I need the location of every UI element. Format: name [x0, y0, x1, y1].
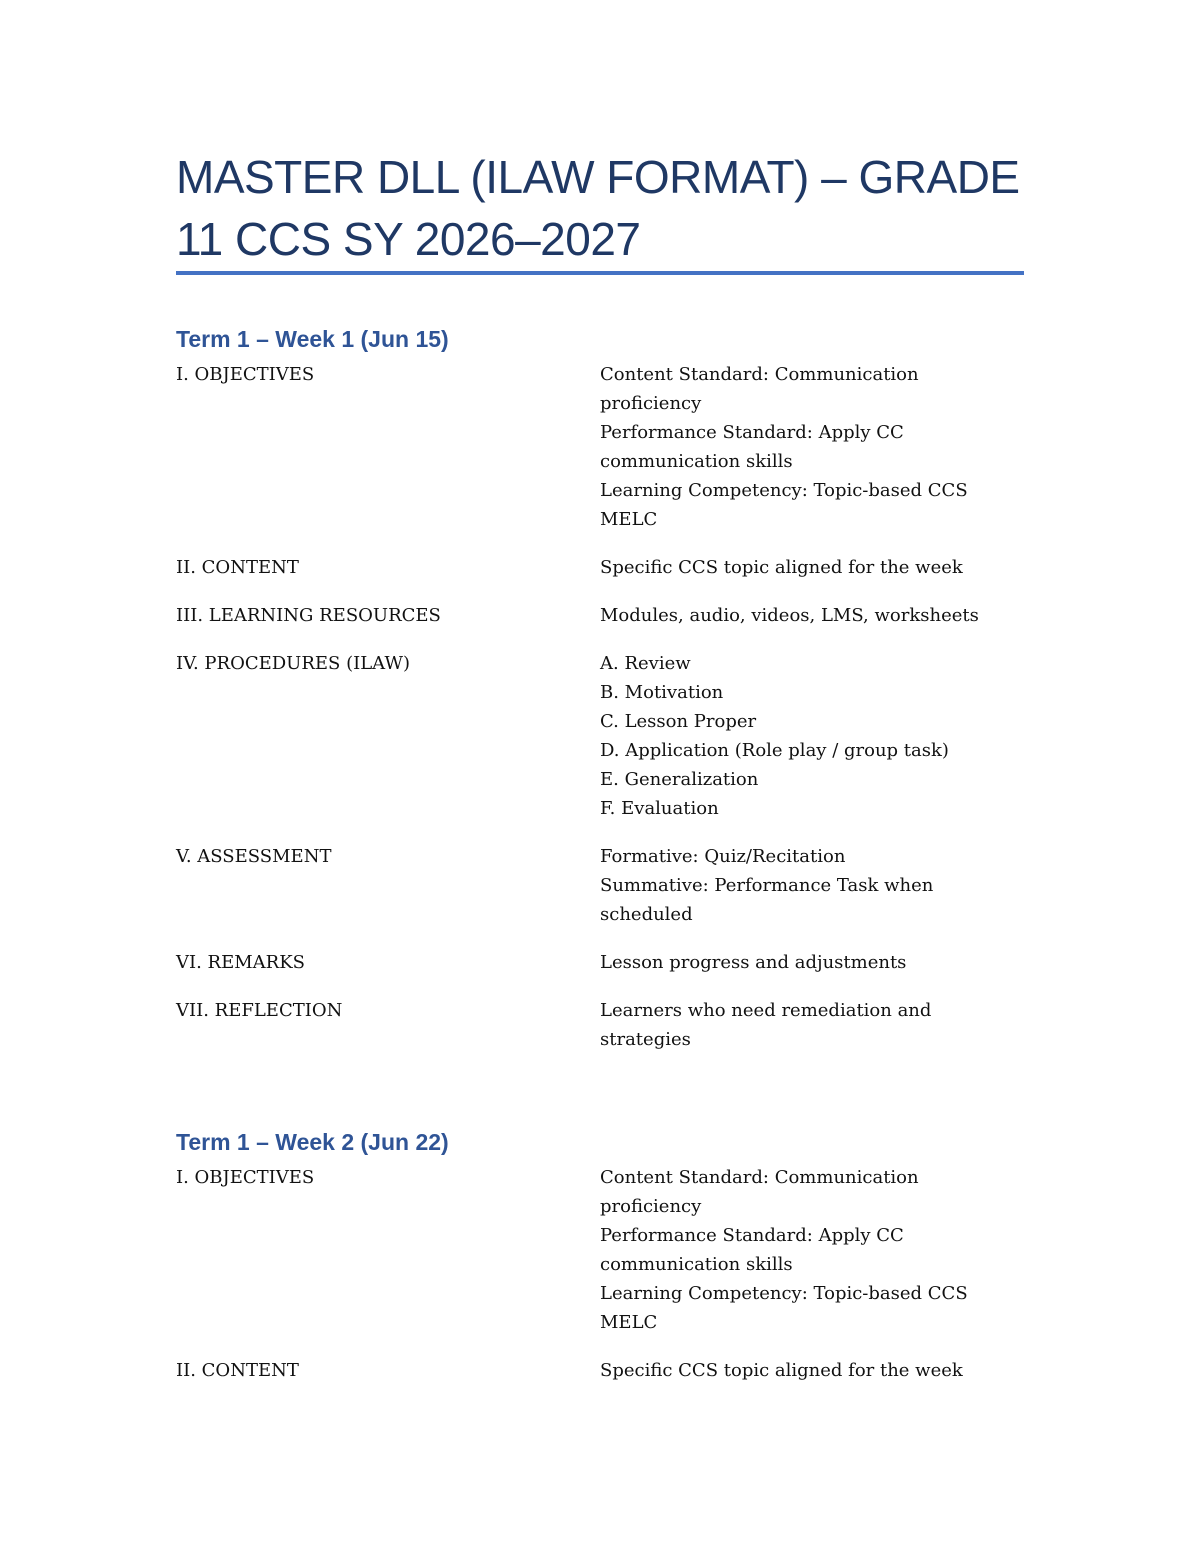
row-label: I. OBJECTIVES	[176, 364, 315, 385]
week-section-1	[176, 324, 1026, 1073]
value-line: D. Application (Role play / group task)	[600, 740, 949, 761]
value-line: Lesson progress and adjustments	[600, 952, 907, 973]
value-line: Formative: Quiz/Recitation	[600, 846, 846, 867]
content-row	[176, 553, 1026, 582]
row-label: I. OBJECTIVES	[176, 1167, 315, 1188]
value-line: Summative: Performance Task when scheduled	[600, 875, 934, 925]
value-line: B. Motivation	[600, 682, 724, 703]
learning-resources-row	[176, 601, 1026, 630]
value-line: A. Review	[600, 653, 691, 674]
value-line: F. Evaluation	[600, 798, 719, 819]
week-heading: Term 1 – Week 1 (Jun 15)	[176, 326, 449, 352]
value-line: Learning Competency: Topic-based CCS MELC	[600, 480, 968, 530]
row-value	[600, 948, 990, 977]
row-value	[600, 842, 990, 929]
row-value	[600, 601, 990, 630]
reflection-row	[176, 996, 1026, 1054]
row-label: III. LEARNING RESOURCES	[176, 605, 441, 626]
procedures-row	[176, 649, 1026, 823]
remarks-row	[176, 948, 1026, 977]
value-line: Specific CCS topic aligned for the week	[600, 557, 963, 578]
value-line: C. Lesson Proper	[600, 711, 757, 732]
row-label: VII. REFLECTION	[176, 1000, 343, 1021]
row-label: V. ASSESSMENT	[176, 846, 332, 867]
value-line: Specific CCS topic aligned for the week	[600, 1360, 963, 1381]
document-title: MASTER DLL (ILAW FORMAT) – GRADE 11 CCS SY 2026–2027	[176, 151, 1020, 265]
row-value	[600, 1356, 990, 1385]
value-line: Performance Standard: Apply CC communication skills	[600, 1225, 904, 1275]
row-value	[600, 553, 990, 582]
value-line: Content Standard: Communication proficiency	[600, 364, 919, 414]
value-line: Performance Standard: Apply CC communication skills	[600, 422, 904, 472]
week-section-2	[176, 1127, 1026, 1404]
value-line: Content Standard: Communication proficiency	[600, 1167, 919, 1217]
value-line: E. Generalization	[600, 769, 759, 790]
objectives-row	[176, 1163, 1026, 1337]
content-row	[176, 1356, 1026, 1385]
assessment-row	[176, 842, 1026, 929]
value-line: Learning Competency: Topic-based CCS MELC	[600, 1283, 968, 1333]
week-heading: Term 1 – Week 2 (Jun 22)	[176, 1129, 449, 1155]
row-value	[600, 1163, 990, 1337]
row-label: II. CONTENT	[176, 1360, 299, 1381]
row-value	[600, 360, 990, 534]
row-value	[600, 649, 990, 823]
objectives-row	[176, 360, 1026, 534]
row-label: VI. REMARKS	[176, 952, 306, 973]
value-line: Modules, audio, videos, LMS, worksheets	[600, 605, 979, 626]
row-value	[600, 996, 990, 1054]
value-line: Learners who need remediation and strategies	[600, 1000, 932, 1050]
title-underline	[176, 271, 1024, 275]
row-label: IV. PROCEDURES (ILAW)	[176, 653, 410, 674]
row-label: II. CONTENT	[176, 557, 299, 578]
